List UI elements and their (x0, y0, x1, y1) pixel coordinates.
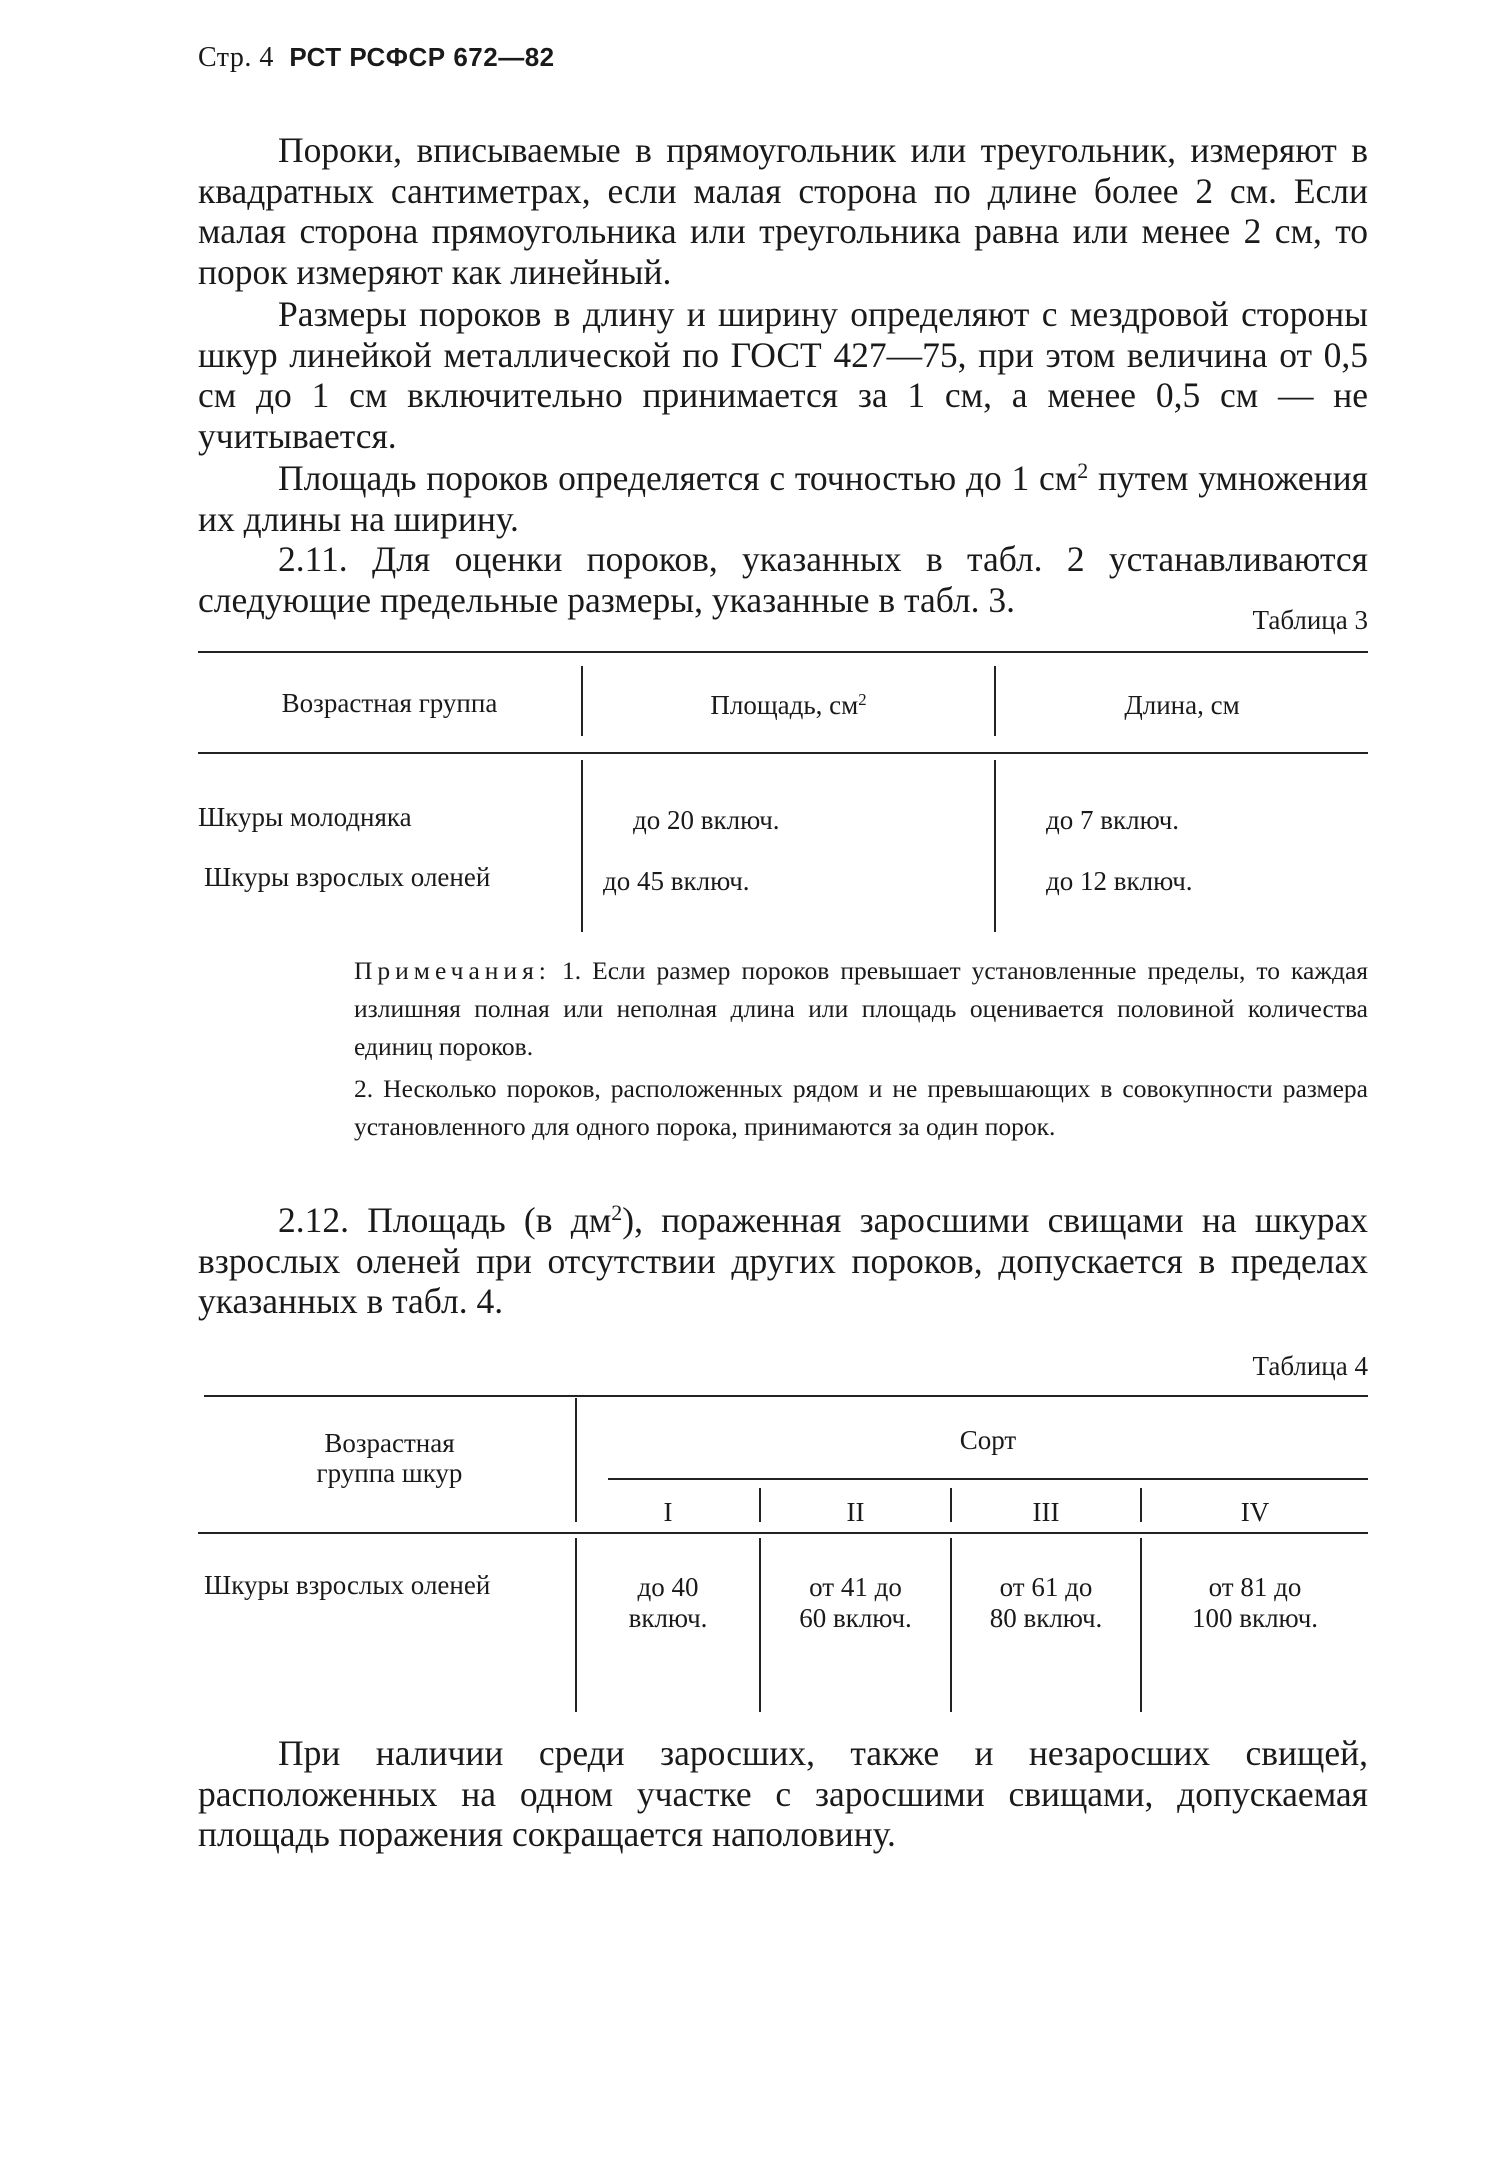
cell-line: 80 включ. (989, 1603, 1103, 1633)
table3-row1-area: до 20 включ. (633, 805, 780, 835)
table3-divider (581, 760, 583, 932)
paragraph-2-12 (198, 1200, 1368, 1322)
table4-value-grade-2 (761, 1572, 950, 1634)
table4-top-rule (204, 1395, 1368, 1397)
body-text-top (198, 130, 1368, 620)
paragraph-text: Площадь пороков определяется с точностью до 1 см (278, 458, 1078, 498)
table4-header-rule (198, 1532, 1368, 1534)
header-text: Площадь, см (710, 690, 859, 720)
table4-grade-4: IV (1240, 1497, 1270, 1527)
paragraph-defects-measure: Пороки, вписываемые в прямоугольник или треугольник, измеряют в квадратных сантиметрах, если малая сторона по длине более 2 см. Если малая сторона прямоугольника или треугольника равна или менее 2 см, то порок измеряют как линейный. (198, 130, 1368, 292)
table4-grade-3: III (1032, 1497, 1060, 1527)
superscript: 2 (858, 689, 867, 709)
page-header (198, 42, 555, 74)
cell-line: от 41 до (809, 1572, 902, 1602)
paragraph-fistulas: При наличии среди заросших, также и незаросших свищей, расположенных на одном участке с заросшими свищами, допускаемая площадь поражения сокращается наполовину. (198, 1733, 1368, 1854)
table3-header-group: Возрастная группа (281, 688, 498, 718)
table4-grade-1: I (663, 1497, 673, 1527)
table4-sort-rule (608, 1478, 1368, 1480)
table3-row2-area: до 45 включ. (603, 866, 750, 896)
table3-top-rule (198, 651, 1368, 653)
body-text-middle (198, 1200, 1368, 1322)
note-2-text: 2. Несколько пороков, расположенных рядом и не превышающих в совокупности размера установленного для одного порока, принимаются за один порок. (354, 1074, 1368, 1141)
cell-line: 60 включ. (799, 1603, 912, 1633)
paragraph-defects-area (198, 458, 1368, 539)
page-number: Стр. 4 (198, 42, 274, 73)
table3-header-length: Длина, см (1124, 690, 1240, 720)
body-text-bottom (198, 1733, 1368, 1855)
table4-grade-2: II (846, 1497, 865, 1527)
table3-header-area (583, 690, 994, 721)
table3-row1-length: до 7 включ. (1046, 805, 1180, 835)
table3-row1-group: Шкуры молодняка (198, 802, 412, 832)
standard-number: РСТ РСФСР 672—82 (289, 42, 555, 72)
header-line: группа шкур (316, 1458, 463, 1488)
table3-caption: Таблица 3 (1252, 605, 1368, 635)
note-2 (354, 1070, 1368, 1146)
table4-caption: Таблица 4 (1252, 1351, 1368, 1381)
table3-header-rule (198, 752, 1368, 754)
table4-header-sort: Сорт (959, 1425, 1017, 1455)
cell-line: от 61 до (999, 1572, 1093, 1602)
cell-line: включ. (628, 1603, 708, 1633)
table4-value-grade-1 (577, 1572, 759, 1634)
paragraph-text: ), пораженная заросшими свищами на шкурах взрослых оленей при отсутствии других пороков, допускается в пределах указанных в табл. 4. (198, 1200, 1368, 1321)
note-1 (354, 952, 1368, 1066)
superscript: 2 (1077, 457, 1089, 483)
paragraph-2-11: 2.11. Для оценки пороков, указанных в табл. 2 устанавливаются следующие предельные размеры, указанные в табл. 3. (198, 539, 1368, 620)
table3-notes (354, 952, 1368, 1146)
cell-line: до 40 (637, 1572, 699, 1602)
table4-header-group (204, 1428, 575, 1488)
paragraph-text: 2.12. Площадь (в дм (278, 1200, 612, 1240)
paragraph-text: путем умножения их длины на ширину. (198, 458, 1368, 539)
cell-line: от 81 до (1208, 1572, 1302, 1602)
header-line: Возрастная (324, 1428, 455, 1458)
table3-divider (994, 760, 996, 932)
table3-row2-group: Шкуры взрослых оленей (204, 862, 491, 892)
table4-value-grade-4 (1142, 1572, 1368, 1634)
note-1-text: 1. Если размер пороков превышает установленные пределы, то каждая излишняя полная или неполная длина или площадь оценивается половиной количества единиц пороков. (354, 956, 1368, 1061)
notes-label: Примечания: (354, 956, 551, 985)
table4-row-group: Шкуры взрослых оленей (204, 1570, 491, 1600)
paragraph-defects-size: Размеры пороков в длину и ширину определяют с мездровой стороны шкур линейкой металлической по ГОСТ 427—75, при этом величина от 0,5 см до 1 см включительно принимается за 1 см, а менее 0,5 см — не учитывается. (198, 294, 1368, 456)
cell-line: 100 включ. (1191, 1603, 1319, 1633)
table3-row2-length: до 12 включ. (1046, 866, 1193, 896)
table4-value-grade-3 (952, 1572, 1140, 1634)
superscript: 2 (611, 1199, 623, 1225)
